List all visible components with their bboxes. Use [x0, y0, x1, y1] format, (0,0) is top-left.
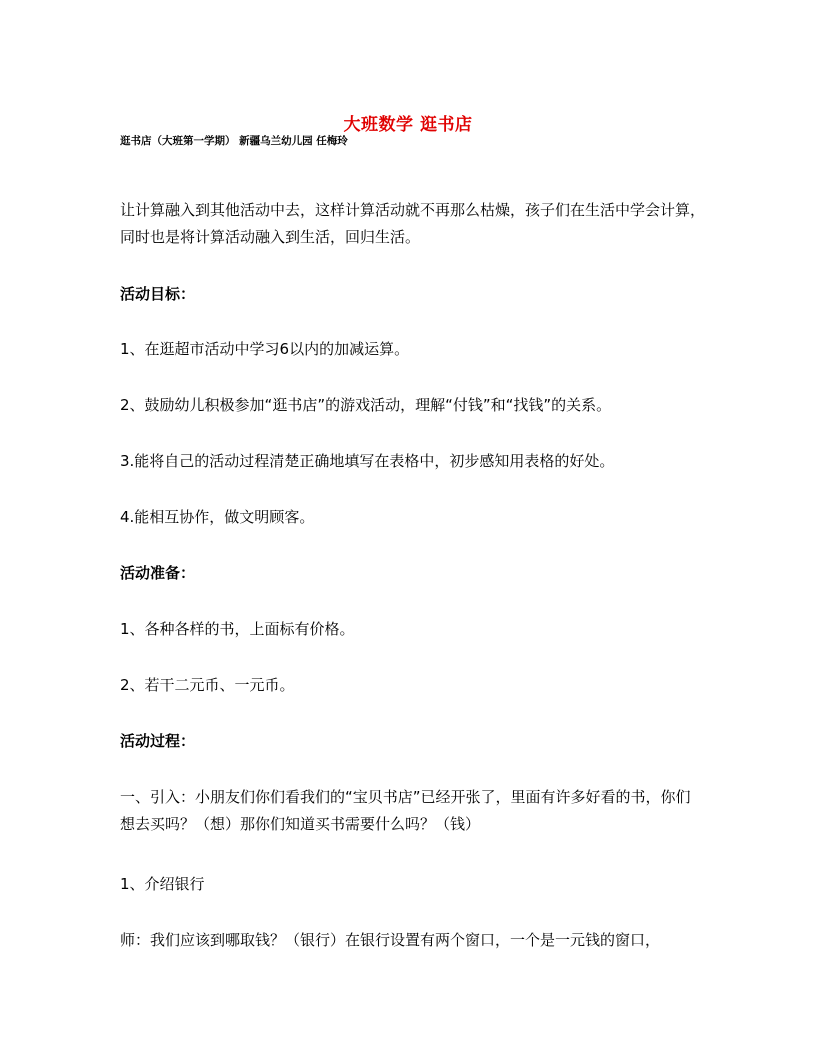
- prep-item-2: 2、若干二元币、一元币。: [120, 676, 295, 694]
- document-title: 大班数学 逛书店: [343, 115, 473, 135]
- section-heading-goals: 活动目标：: [120, 285, 196, 303]
- document-subtitle: 逛书店（大班第一学期） 新疆乌兰幼儿园 任梅玲: [120, 135, 348, 147]
- section-heading-process: 活动过程：: [120, 732, 196, 750]
- goal-item-4: 4.能相互协作，做文明顾客。: [120, 508, 315, 526]
- goal-item-1: 1、在逛超市活动中学习6以内的加减运算。: [120, 340, 410, 358]
- section-heading-preparation: 活动准备：: [120, 564, 196, 582]
- process-step-1-text: 师：我们应该到哪取钱？（银行）在银行设置有两个窗口，一个是一元钱的窗口，: [120, 931, 661, 949]
- process-intro-paragraph: 一、引入：小朋友们你们看我们的“宝贝书店”已经开张了，里面有许多好看的书，你们想去买吗？（想）那你们知道买书需要什么吗？（钱）: [120, 788, 691, 833]
- process-step-1: 1、介绍银行: [120, 875, 205, 893]
- prep-item-1: 1、各种各样的书，上面标有价格。: [120, 620, 355, 638]
- goal-item-2: 2、鼓励幼儿积极参加“逛书店”的游戏活动，理解“付钱”和“找钱”的关系。: [120, 396, 612, 414]
- intro-paragraph: 让计算融入到其他活动中去，这样计算活动就不再那么枯燥，孩子们在生活中学会计算，同时也是将计算活动融入到生活，回归生活。: [120, 201, 706, 246]
- goal-item-3: 3.能将自己的活动过程清楚正确地填写在表格中，初步感知用表格的好处。: [120, 452, 615, 470]
